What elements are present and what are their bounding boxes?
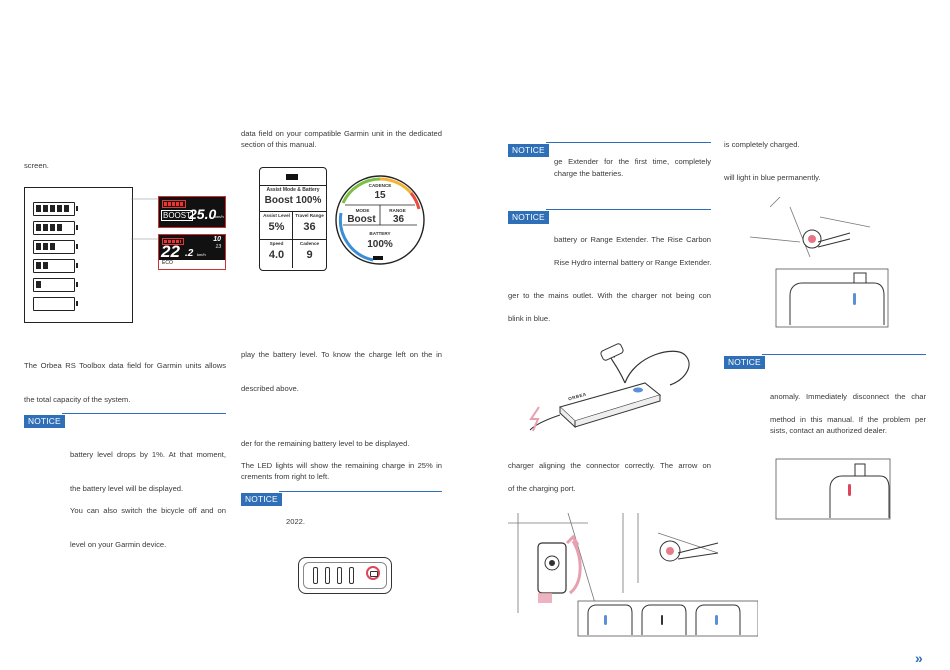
play-text: play the battery level. To know the charge left on the in (241, 350, 442, 359)
para-capacity: the total capacity of the system. (24, 395, 131, 404)
battery-led-panel (298, 557, 392, 594)
header-travel-range: Travel Range (295, 213, 324, 218)
battery-level-1 (33, 278, 75, 292)
garmin-round-screen (333, 173, 427, 267)
led-4 (349, 567, 354, 584)
extender-text-2: charge the batteries. (554, 169, 624, 178)
der-text: der for the remaining battery level to be displayed. (241, 439, 410, 448)
speed-value: 22 (161, 242, 180, 261)
intro-text-1: data field on your compatible Garmin unit in the dedicated (241, 129, 442, 138)
battery-level-0 (33, 297, 75, 311)
cadence-label: CADENCE (368, 183, 392, 188)
rise-text-1: battery or Range Extender. The Rise Carbon (554, 235, 711, 244)
battery-icon (162, 200, 186, 208)
cadence-value: 15 (374, 190, 386, 201)
notice-badge: NOTICE (241, 493, 282, 506)
battery-value: 100% (367, 239, 393, 250)
blue-text: will light in blue permanently. (724, 173, 821, 182)
notice-text-2: the battery level will be displayed. (70, 484, 184, 493)
para-toolbox: The Orbea RS Toolbox data field for Garmin units allows (24, 361, 226, 370)
mode-label: BOOST (163, 211, 192, 220)
value-speed: 4.0 (268, 249, 285, 261)
display-eco (158, 234, 226, 270)
speed-decimal: .2 (185, 248, 194, 259)
value-travel-range: 36 (303, 221, 316, 233)
blink-text: blink in blue. (508, 314, 551, 323)
value-assist-battery: Boost 100% (264, 195, 322, 206)
display-boost (158, 196, 226, 228)
notice-badge: NOTICE (508, 211, 549, 224)
notice-text-3: You can also switch the bicycle off and on (70, 506, 226, 515)
speed-unit: km/h (197, 252, 206, 257)
garmin-rect-screen (259, 167, 327, 271)
charger-illustration (525, 335, 700, 435)
bike-battery-illustration (750, 197, 900, 329)
notice-rule (279, 491, 442, 492)
battery-level-3 (33, 240, 75, 254)
range-value: 36 (392, 214, 405, 225)
header-assist-battery: Assist Mode & Battery (266, 187, 320, 193)
led-3 (337, 567, 342, 584)
notice-badge: NOTICE (724, 356, 765, 369)
screen-text: screen. (24, 161, 49, 170)
eco-right-mid: 13 (215, 244, 221, 250)
battery-level-2 (33, 259, 75, 273)
notice-badge: NOTICE (508, 144, 549, 157)
range-label: RANGE (389, 208, 406, 213)
header-cadence: Cadence (299, 241, 320, 246)
mode-label: ECO (162, 260, 173, 266)
battery-levels-figure (24, 187, 133, 323)
power-button-icon (366, 566, 380, 580)
header-assist-level: Assist Level (263, 213, 290, 218)
mains-text: ger to the mains outlet. With the charger not being con (508, 291, 711, 300)
callout-lines (131, 195, 161, 245)
battery-label: BATTERY (369, 231, 391, 236)
value-assist-level: 5% (268, 221, 285, 233)
notice-badge: NOTICE (24, 415, 65, 428)
port-text: of the charging port. (508, 484, 576, 493)
intro-text-2: section of this manual. (241, 140, 317, 149)
led-text-1: The LED lights will show the remaining charge in 25% in (241, 461, 442, 470)
charging-port-illustration (508, 513, 758, 638)
connector-text: charger aligning the connector correctly. The arrow on (508, 461, 711, 470)
notice-rule (762, 354, 926, 355)
battery-error-illustration (775, 458, 891, 520)
year-text: 2022. (286, 517, 306, 526)
charged-text: is completely charged. (724, 140, 800, 149)
anomaly-text-2: method in this manual. If the problem per (770, 415, 926, 424)
led-2 (325, 567, 330, 584)
described-text: described above. (241, 384, 299, 393)
mode-label: MODE (355, 208, 370, 213)
battery-icon (286, 174, 298, 180)
notice-rule (62, 413, 226, 414)
anomaly-text-1: anomaly. Immediately disconnect the char (770, 392, 926, 401)
mode-value: Boost (347, 214, 376, 225)
battery-level-4 (33, 221, 75, 235)
anomaly-text-3: sists, contact an authorized dealer. (770, 426, 887, 435)
led-1 (313, 567, 318, 584)
speed-value: 25.0 (189, 206, 217, 222)
led-text-2: crements from right to left. (241, 472, 330, 481)
speed-unit: km/h (215, 214, 224, 219)
eco-right-top: 10 (213, 236, 221, 243)
battery-level-5 (33, 202, 75, 216)
value-cadence: 9 (306, 249, 313, 261)
extender-text-1: ge Extender for the first time, completely (554, 157, 711, 166)
charger-brand: ORBEA (567, 391, 588, 402)
header-speed: Speed (269, 241, 284, 246)
rise-text-2: Rise Hydro internal battery or Range Extender. (554, 258, 712, 267)
notice-rule (546, 142, 711, 143)
notice-text-4: level on your Garmin device. (70, 540, 167, 549)
notice-text-1: battery level drops by 1%. At that moment, (70, 450, 226, 459)
next-page-icon[interactable]: » (915, 650, 923, 666)
notice-rule (546, 209, 711, 210)
